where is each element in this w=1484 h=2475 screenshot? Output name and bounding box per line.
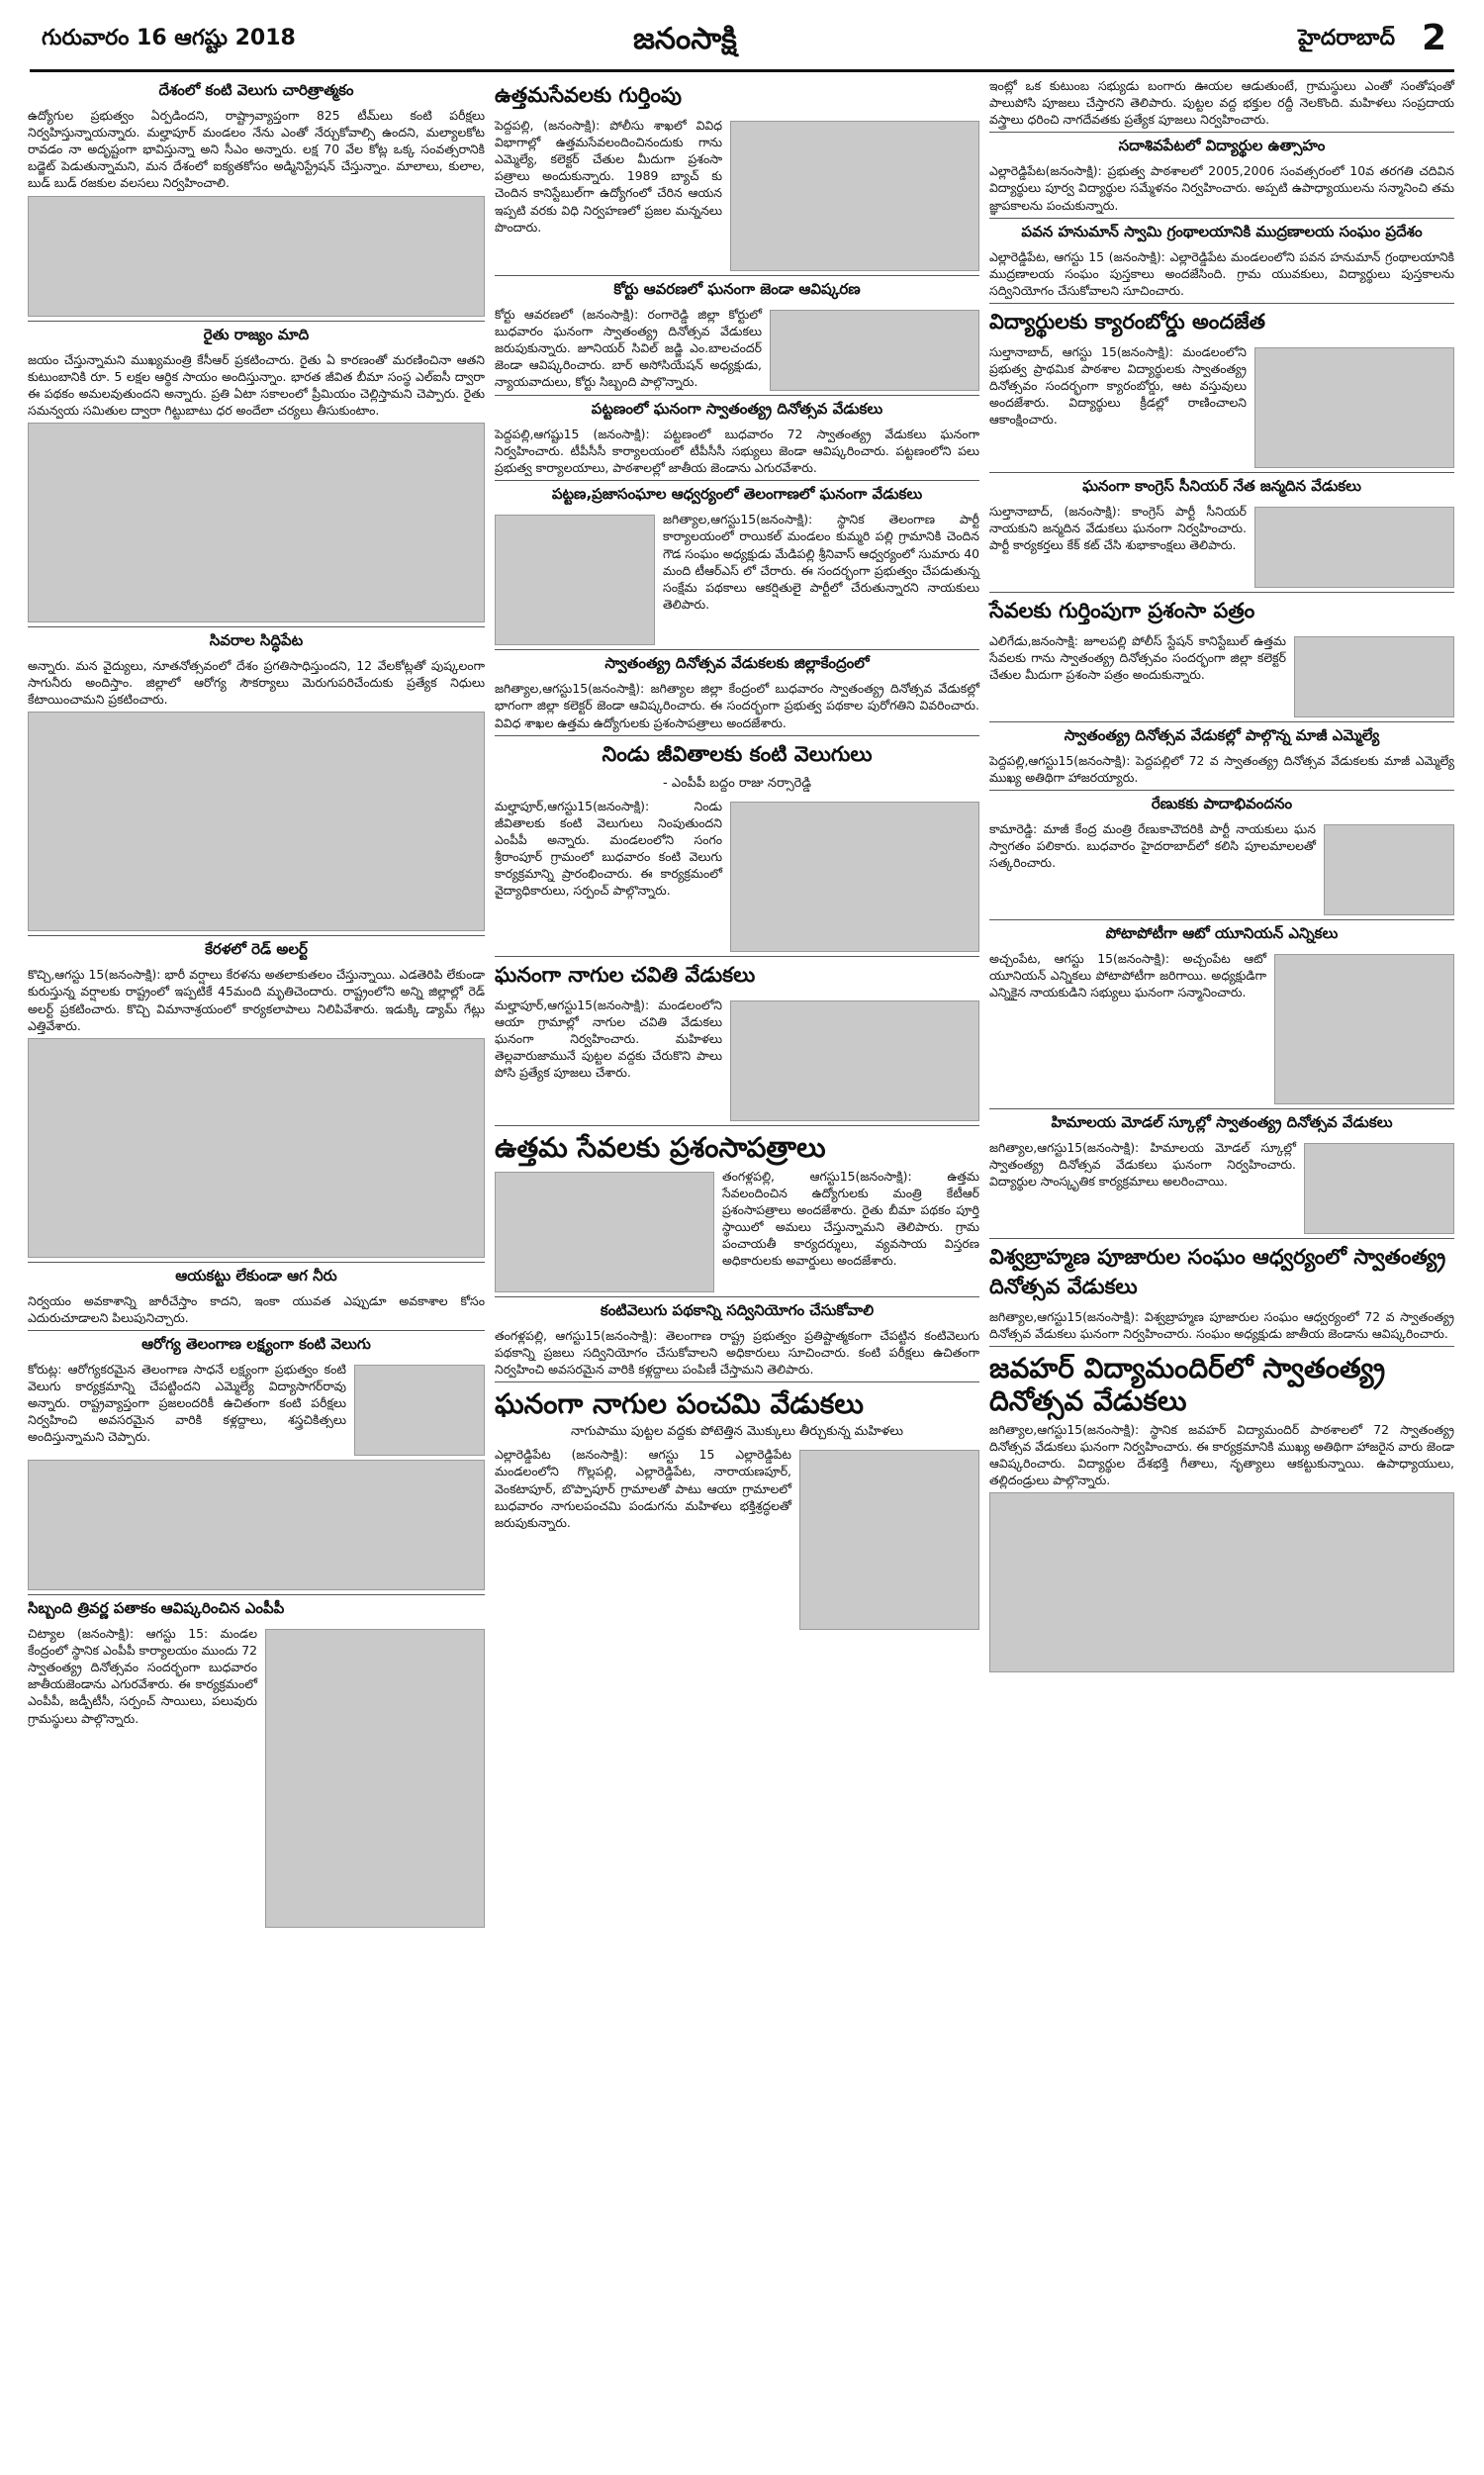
article-photo (1294, 636, 1454, 717)
article-body: కోరుట్ల: ఆరోగ్యకరమైన తెలంగాణ సాధనే లక్ష్యంగా ప్రభుత్వం కంటి వెలుగు కార్యక్రమాన్ని చేపట్టిందని ఎమ్మెల్యే విద్యాసాగర్‌రావు అన్నారు. రాష్ట్రవ్యాప్తంగా ప్రజలందరికీ ఉచితంగా కంటి పరీక్షలు నిర్వహించి అవసరమైన వారికి కళ్లద్దాలు, శస్త్రచికిత్సలు అందిస్తున్నామని చెప్పారు. (28, 1361, 346, 1445)
article-body: జయం చేస్తున్నామని ముఖ్యమంత్రి కేసీఆర్ ప్రకటించారు. రైతు ఏ కారణంతో మరణించినా ఆతని కుటుంబానికి రూ. 5 లక్షల ఆర్థిక సాయం అందిస్తున్నాం. భారత జీవిత బీమా సంస్థ ఎల్ఐసీ ద్వారా ఈ పథకం అమలవుతుందని అన్నారు. ప్రతి ఏటా సకాలంలో ప్రీమియం చెల్లిస్తామని చెప్పారు. రైతు సమన్వయ సమితుల ద్వారా గిట్టుబాటు ధర అందేలా చర్యలు తీసుకుంటాం. (28, 351, 485, 418)
edition-city: హైదరాబాద్ (1298, 26, 1395, 50)
article-headline: స్వాతంత్య్ర దినోత్సవ వేడుకలకు జిల్లాకేంద్రంలో (604, 654, 870, 673)
article-body: పెద్దపల్లి, (జనంసాక్షి): పోలీసు శాఖలో వివిధ విభాగాల్లో ఉత్తమసేవలందించినందుకు గాను ఎమ్మెల్యే, కలెక్టర్ చేతుల మీదుగా ప్రశంసా పత్రాలు అందుకున్నారు. 1989 బ్యాచ్ కు చెందిన కానిస్టేబుల్‌గా ఉద్యోగంలో చేరిన ఆయన ఇప్పటి వరకు విధి నిర్వహణలో ప్రజల మన్ననలు పొందారు. (495, 118, 722, 235)
article-photo (730, 121, 979, 271)
article-photo (1324, 824, 1454, 915)
article-body: పెద్దపల్లి,ఆగస్టు15(జనంసాక్షి): పెద్దపల్లిలో 72 వ స్వాతంత్య్ర దినోత్సవ వేడుకలకు మాజీ ఎమ్మెల్యే ముఖ్య అతిథిగా హాజరయ్యారు. (989, 752, 1454, 786)
article-photo (1254, 347, 1454, 468)
article-body: తంగళ్లపల్లి, ఆగస్టు15(జనంసాక్షి): ఉత్తమ సేవలందించిన ఉద్యోగులకు మంత్రి కేటీఆర్ ప్రశంసాపత్రాలు అందజేశారు. రైతు బీమా పథకం పూర్తి స్థాయిలో అమలు చేస్తున్నామని తెలిపారు. గ్రామ పంచాయతీ కార్యదర్శులు, వ్యవసాయ విస్తరణ అధికారులకు అవార్డులు అందజేశారు. (722, 1168, 979, 1269)
column-3 (989, 77, 1454, 1676)
article-headline: సివరాల సిద్ధిపేట (209, 630, 304, 649)
article-headline: రైతు రాజ్యం మాది (203, 325, 310, 343)
article-photo (495, 515, 655, 645)
article-photo (28, 423, 485, 622)
article-body: పెద్దపల్లి,ఆగష్టు15 (జనంసాక్షి): పట్టణంలో బుధవారం 72 స్వాతంత్య్ర వేడుకలు ఘనంగా నిర్వహించారు. టీపీసీసీ కార్యాలయంలో టీపీసీసీ సభ్యులు జెండా ఆవిష్కరించారు. పట్టణంలోని పలు ప్రభుత్వ కార్యాలయాలు, పాఠశాలల్లో జాతీయ జెండాను ఎగురవేశారు. (495, 427, 979, 476)
article-headline: ఘనంగా నాగుల చవితి వేడుకలు (495, 962, 756, 987)
article-body: జగిత్యాల,ఆగస్టు15(జనంసాక్షి): విశ్వబ్రాహ్మణ పూజారుల సంఘం ఆధ్వర్యంలో 72 వ స్వాతంత్య్ర దినోత్సవ వేడుకలు ఘనంగా నిర్వహించారు. సంఘం అధ్యక్షుడు జాతీయ జెండాను ఆవిష్కరించారు. (989, 1309, 1454, 1342)
article-headline: రేణుకకు పాదాభివందనం (1151, 795, 1293, 813)
article-body: ఎల్లారెడ్డిపేట(జనంసాక్షి): ప్రభుత్వ పాఠశాలలో 2005,2006 సంవత్సరంలో 10వ తరగతి చదివిన విద్యార్థులు పూర్వ విద్యార్థుల సమ్మేళనం నిర్వహించారు. అప్పటి ఉపాధ్యాయులను సన్మానించి తమ జ్ఞాపకాలను పంచుకున్నారు. (989, 163, 1454, 213)
article-headline: ఆయకట్టు లేకుండా ఆగ నీరు (175, 1266, 337, 1285)
article-photo (354, 1365, 485, 1456)
article-body: అచ్చంపేట, ఆగస్టు 15(జనంసాక్షి): అచ్చంపేట ఆటో యూనియన్ ఎన్నికలు పోటాపోటీగా జరిగాయి. అధ్యక్షుడిగా ఎన్నికైన నాయకుడిని సభ్యులు ఘనంగా సన్మానించారు. (989, 951, 1266, 1000)
article-headline: సేవలకు గుర్తింపుగా ప్రశంసా పత్రం (989, 598, 1255, 622)
article-photo (28, 1460, 485, 1590)
newspaper-title: జనంసాక్షి (633, 22, 737, 56)
article-body: మల్హాపూర్,ఆగస్టు15(జనంసాక్షి): నిండు జీవితాలకు కంటి వెలుగులు నింపుతుందని ఎంపీపీ అన్నారు. మండలంలోని సంగం శ్రీరాంపూర్ గ్రామంలో బుధవారం కంటి వెలుగు కార్యక్రమాన్ని ప్రారంభించారు. ఈ కార్యక్రమంలో వైద్యాధికారులు, సర్పంచ్ పాల్గొన్నారు. (495, 798, 722, 899)
article-photo (1274, 954, 1454, 1104)
article-headline: ఆరోగ్య తెలంగాణ లక్ష్యంగా కంటి వెలుగు (141, 1334, 371, 1353)
article-headline: కేరళలో రెడ్ అలర్ట్ (205, 940, 308, 959)
article-body: కామారెడ్డి: మాజీ కేంద్ర మంత్రి రేణుకాచౌదరికి పార్టీ నాయకులు ఘన స్వాగతం పలికారు. బుధవారం హైదరాబాద్‌లో కలిసి పూలమాలలతో సత్కరించారు. (989, 821, 1316, 871)
article-body: ఇంట్లో ఒక కుటుంబ సభ్యుడు బంగారు ఊయల ఆడుతుంటే, గ్రామస్థులు ఎంతో సంతోషంతో పాలుపోసి పూజలు చేస్తారని తెలిపారు. పుట్టల వద్ద భక్తుల రద్దీ నెలకొంది. మహిళలు సంప్రదాయ వస్త్రాలు ధరించి నాగదేవతకు ప్రత్యేక పూజలు నిర్వహించారు. (989, 78, 1454, 128)
article-body: కోర్టు ఆవరణలో (జనంసాక్షి): రంగారెడ్డి జిల్లా కోర్టులో బుధవారం ఘనంగా స్వాతంత్య్ర దినోత్సవ వేడుకలు జరుపుకున్నారు. జూనియర్ సివిల్ జడ్జి ఎం.బాలచందర్ జెండా ఆవిష్కరించారు. బార్ అసోసియేషన్ అధ్యక్షుడు, న్యాయవాదులు, కోర్టు సిబ్బంది పాల్గొన్నారు. (495, 307, 762, 390)
article-headline: నిండు జీవితాలకు కంటి వెలుగులు (602, 741, 873, 766)
column-1 (28, 77, 485, 1932)
article-body: కొచ్చి,ఆగస్టు 15(జనంసాక్షి): భారీ వర్షాలు కేరళను అతలాకుతలం చేస్తున్నాయి. ఎడతెరిపి లేకుండా కురుస్తున్న వర్షాలకు రాష్ట్రంలో ఇప్పటికే 45మంది మృతిచెందారు. రాష్ట్రంలోని అన్ని జిల్లాల్లో రెడ్ అలర్ట్ ప్రకటించారు. కొచ్చి విమానాశ్రయంలో కార్యకలాపాలు నిలిపివేశారు. ఇడుక్కి డ్యామ్ గేట్లు ఎత్తివేశారు. (28, 967, 485, 1033)
article-headline: సిబ్బంది త్రివర్ణ పతాకం ఆవిష్కరించిన ఎంపీపీ (28, 1598, 285, 1617)
article-photo (28, 196, 485, 317)
article-photo (495, 1172, 714, 1292)
article-body: తంగళ్లపల్లి, ఆగస్టు15(జనంసాక్షి): తెలంగాణ రాష్ట్ర ప్రభుత్వం ప్రతిష్టాత్మకంగా చేపట్టిన కంటివెలుగు పథకాన్ని ప్రజలు సద్వినియోగం చేసుకోవాలని అధికారులు సూచించారు. కంటి పరీక్షలు ఉచితంగా నిర్వహించి అవసరమైన వారికి కళ్లద్దాలు పంపిణీ చేస్తామని తెలిపారు. (495, 1327, 979, 1378)
article-headline: ఘనంగా కాంగ్రెస్ సీనియర్ నేత జన్మదిన వేడుకలు (1082, 476, 1361, 495)
article-subheadline: నాగుపాము పుట్టల వద్దకు పోటెత్తిన మొక్కులు తీర్చుకున్న మహిళలు (570, 1424, 904, 1440)
article-body: ఎల్లారెడ్డిపేట (జనంసాక్షి): ఆగస్టు 15 ఎల్లారెడ్డిపేట మండలంలోని గొల్లపల్లి, ఎల్లారెడ్డిపేట, నారాయణపూర్, వెంకటాపూర్, బొప్పాపూర్ గ్రామాలతో పాటు ఆయా గ్రామాలలో బుధవారం నాగులపంచమి పండుగను మహిళలు భక్తిశ్రద్ధలతో జరుపుకున్నారు. (495, 1447, 791, 1530)
issue-date: గురువారం 16 ఆగష్టు 2018 (42, 26, 296, 50)
article-headline: సదాశివపేటలో విద్యార్థుల ఉత్సాహం (1118, 137, 1326, 155)
column-2 (495, 77, 979, 1634)
article-photo (730, 802, 979, 952)
article-body: జగిత్యాల,ఆగస్టు15(జనంసాక్షి): స్థానిక తెలంగాణ పార్టీ కార్యాలయంలో రాయికల్ మండలం కుమ్మరి పల్లి గ్రామానికి చెందిన గౌడ సంఘం అధ్యక్షుడు మేడిపల్లి శ్రీనివాస్ ఆధ్వర్యంలో సుమారు 40 మంది టీఆర్ఎస్ లో చేరారు. ఈ సందర్భంగా ప్రభుత్వం చేపడుతున్న సంక్షేమ పథకాలు ఆకర్షితులై పార్టీలో చేరుతున్నారని నాయకులు తెలిపారు. (663, 512, 979, 612)
article-photo (730, 1000, 979, 1121)
article-headline: ఉత్తమ సేవలకు ప్రశంసాపత్రాలు (495, 1130, 826, 1164)
article-headline: ఘనంగా నాగుల పంచమి వేడుకలు (495, 1387, 864, 1421)
article-body: జగిత్యాల,ఆగస్టు15(జనంసాక్షి): జగిత్యాల జిల్లా కేంద్రంలో బుధవారం స్వాతంత్య్ర దినోత్సవ వేడుకల్లో భాగంగా జిల్లా కలెక్టర్ జెండా ఆవిష్కరించారు. ఈ సందర్భంగా ప్రభుత్వ పథకాల పురోగతిని వివరించారు. వివిధ శాఖల ఉత్తమ ఉద్యోగులకు ప్రశంసాపత్రాలు అందజేశారు. (495, 681, 979, 730)
article-headline: విద్యార్థులకు క్యారంబోర్డు అందజేత (989, 309, 1265, 333)
article-photo (265, 1629, 485, 1928)
article-body: అన్నారు. మన వైద్యులు, నూతనోత్సవంలో దేశం ప్రగతిసాధిస్తుందని, 12 వేలకోట్లతో పుష్కలంగా సాగునీరు అందిస్తాం. జిల్లాలో ఆరోగ్య సౌకర్యాలు మెరుగుపరిచేందుకు ప్రత్యేక నిధులు కేటాయించామని ప్రకటించారు. (28, 657, 485, 708)
article-headline: హిమాలయ మోడల్ స్కూల్లో స్వాతంత్య్ర దినోత్సవ వేడుకలు (1051, 1113, 1393, 1132)
article-body: సుల్తానాబాద్, (జనంసాక్షి): కాంగ్రెస్ పార్టీ సీనియర్ నాయకుని జన్మదిన వేడుకలు ఘనంగా నిర్వహించారు. పార్టీ కార్యకర్తలు కేక్ కట్ చేసి శుభాకాంక్షలు తెలిపారు. (989, 503, 1247, 553)
article-headline: పవన హనుమాన్ స్వామి గ్రంథాలయానికి ముద్రణాలయ సంఘం ప్రదేశం (1021, 222, 1423, 240)
article-photo (28, 1038, 485, 1258)
article-headline: జవహర్ విద్యామందిర్‌లో స్వాతంత్య్ర దినోత్సవ వేడుకలు (989, 1352, 1386, 1417)
page-number: 2 (1421, 18, 1446, 58)
article-photo (1304, 1143, 1454, 1234)
masthead (30, 14, 1454, 72)
article-headline: విశ్వబ్రాహ్మణ పూజారుల సంఘం ఆధ్వర్యంలో స్వాతంత్య్ర దినోత్సవ వేడుకలు (989, 1245, 1446, 1299)
article-body: జగిత్యాల,ఆగస్టు15(జనంసాక్షి): హిమాలయ మోడల్ స్కూల్లో స్వాతంత్య్ర దినోత్సవ వేడుకలు ఘనంగా నిర్వహించారు. విద్యార్థుల సాంస్కృతిక కార్యక్రమాలు అలరించాయి. (989, 1140, 1296, 1190)
article-body: చిట్యాల (జనంసాక్షి): ఆగస్టు 15: మండల కేంద్రంలో స్థానిక ఎంపీపీ కార్యాలయం ముందు 72 స్వాతంత్య్ర దినోత్సవం సందర్భంగా బుధవారం జాతీయజెండాను ఎగురవేశారు. ఈ కార్యక్రమంలో ఎంపీపీ, జడ్పీటీసీ, సర్పంచ్ సాయిలు, పలువురు గ్రామస్థులు పాల్గొన్నారు. (28, 1625, 257, 1726)
article-subheadline: - ఎంపీపీ బద్దం రాజు నర్సారెడ్డి (663, 775, 811, 791)
article-headline: కంటివెలుగు పథకాన్ని సద్వినియోగం చేసుకోవాలి (600, 1300, 875, 1319)
article-photo (989, 1492, 1454, 1672)
article-photo (28, 712, 485, 931)
article-body: మల్హాపూర్,ఆగస్టు15(జనంసాక్షి): మండలంలోని ఆయా గ్రామాల్లో నాగుల చవితి వేడుకలు ఘనంగా నిర్వహించారు. మహిళలు తెల్లవారుజామునే పుట్టల వద్దకు చేరుకొని పాలు పోసి ప్రత్యేక పూజలు చేశారు. (495, 997, 722, 1081)
article-headline: ఉత్తమసేవలకు గుర్తింపు (495, 83, 682, 107)
article-photo (1254, 507, 1454, 588)
article-body: ఉద్యోగుల ప్రభుత్వం ఏర్పడిందని, రాష్ట్రావ్యాప్తంగా 825 టీమ్‌లు కంటి పరీక్షలు నిర్వహిస్తున్నాయన్నారు. మల్హాపూర్ మండలం నేను ఎంతో నేర్చుకోవాల్సి ఉందని, మల్యాలకోట రావడం నా అదృష్టంగా భావిస్తున్నా అని సీఎం అన్నారు. లక్ష 70 వేల కోట్ల ఒక్క సంవత్సరానికి బడ్జెట్ పెడుతున్నామని, మన దేశంలో ఐక్యతకోసం అడ్మినిస్ట్రేషన్ చేస్తున్నాం. మాలాలు, కులాల, బుడ్ బుడ్ రజకుల వలసలు నిర్వహించాలి. (28, 108, 485, 191)
article-body: జగిత్యాల,ఆగస్టు15(జనంసాక్షి): స్థానిక జవహర్ విద్యామందిర్ పాఠశాలలో 72 స్వాతంత్య్ర దినోత్సవ వేడుకలు ఘనంగా నిర్వహించారు. ఈ కార్యక్రమానికి ముఖ్య అతిథిగా హాజరైన వారు జెండా ఆవిష్కరించారు. విద్యార్థుల దేశభక్తి గీతాలు, నృత్యాలు ఆకట్టుకున్నాయి. ఉపాధ్యాయులు, తల్లిదండ్రులు పాల్గొన్నారు. (989, 1421, 1454, 1488)
article-headline: పట్టణంలో ఘనంగా స్వాతంత్య్ర దినోత్సవ వేడుకలు (591, 400, 883, 418)
article-body: సుల్తానాబాద్, ఆగస్టు 15(జనంసాక్షి): మండలంలోని ప్రభుత్వ ప్రాథమిక పాఠశాల విద్యార్థులకు స్వాతంత్య్ర దినోత్సవం సందర్భంగా క్యారంబోర్డు, ఆట వస్తువులు అందజేశారు. విద్యార్థులు క్రీడల్లో రాణించాలని ఆకాంక్షించారు. (989, 343, 1247, 428)
article-body: ఎల్లారెడ్డిపేట, ఆగస్టు 15 (జనంసాక్షి): ఎల్లారెడ్డిపేట మండలంలోని పవన హనుమాన్ గ్రంథాలయానికి ముద్రణాలయ సంఘం పుస్తకాలు అందజేసింది. గ్రామ యువకులు, విద్యార్థులు పుస్తకాలను సద్వినియోగం చేసుకోవాలని సూచించారు. (989, 248, 1454, 298)
article-body: నిర్వయం అవకాశాన్ని జారీచేస్తాం కాదని, ఇంకా యువత ఎప్పుడూ అవకాశాల కోసం ఎదురుచూడాలని పిలుపునిచ్చారు. (28, 1292, 485, 1325)
article-photo (799, 1450, 979, 1630)
article-headline: దేశంలో కంటి వెలుగు చారిత్రాత్మకం (158, 81, 354, 99)
article-body: ఎలిగేడు,జనంసాక్షి: జూలపల్లి పోలీస్ స్టేషన్ కానిస్టేబుల్ ఉత్తమ సేవలకు గాను స్వాతంత్య్ర దినోత్సవం సందర్భంగా జిల్లా కలెక్టర్ చేతుల మీదుగా ప్రశంసా పత్రం అందుకున్నారు. (989, 632, 1286, 683)
article-headline: పట్టణ,ప్రజాసంఘాల ఆధ్వర్యంలో తెలంగాణలో ఘనంగా వేడుకలు (551, 485, 923, 504)
article-photo (770, 310, 979, 391)
article-headline: పోటాపోటీగా ఆటో యూనియన్ ఎన్నికలు (1105, 924, 1339, 943)
article-headline: కోర్టు ఆవరణలో ఘనంగా జెండా ఆవిష్కరణ (613, 280, 861, 298)
article-headline: స్వాతంత్య్ర దినోత్సవ వేడుకల్లో పాల్గొన్న మాజీ ఎమ్మెల్యే (1064, 725, 1380, 744)
